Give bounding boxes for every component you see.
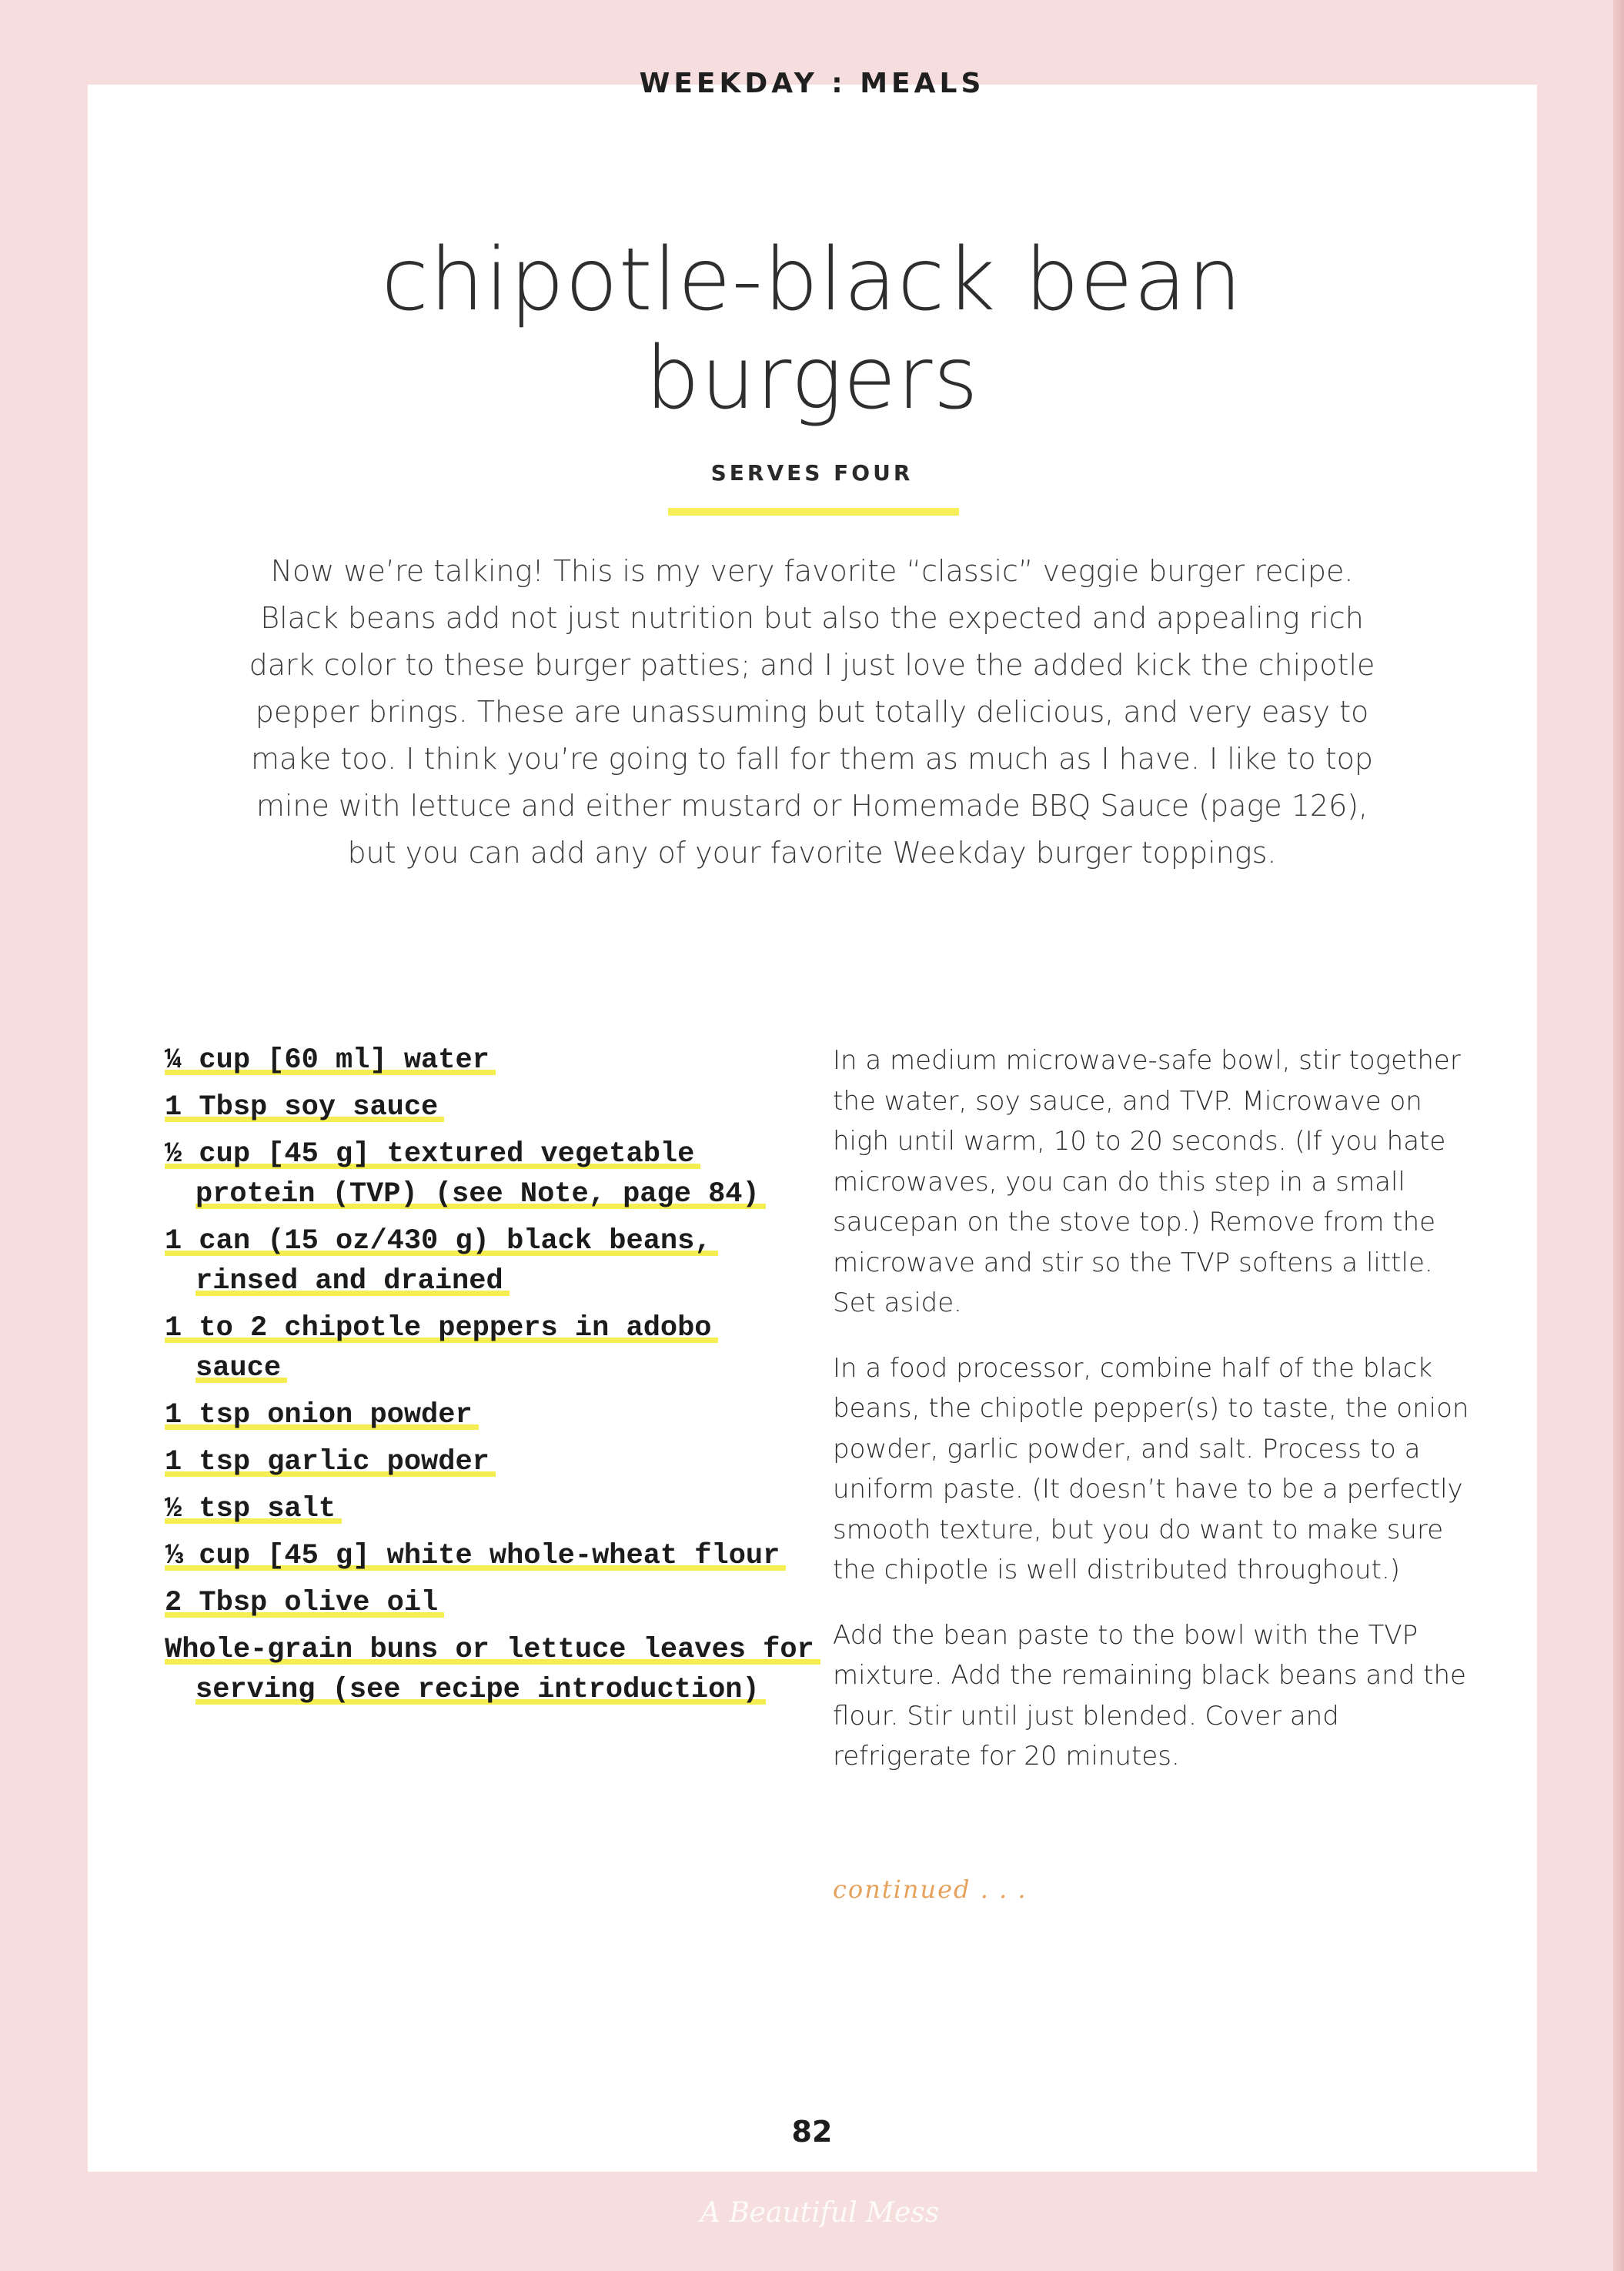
serves-underline (668, 508, 959, 516)
method-step: In a medium microwave-safe bowl, stir together the water, soy sauce, and TVP. Microwave on high until warm, 10 to 20 seconds. (If you hate microwaves, you can do this step in a small saucepan on the stove top.) Remove from the microwave and stir so the TVP softens a little. Set aside. (833, 1045, 1461, 1318)
ingredient-item (165, 1040, 819, 1080)
ingredient-text: 2 Tbsp olive oil (165, 1587, 444, 1619)
ingredient-text: 1 to 2 chipotle peppers in adobo sauce (165, 1312, 718, 1384)
book-logo-mark: A Beautiful Mess (700, 2197, 940, 2229)
page-number: 82 (791, 2115, 833, 2149)
ingredient-item (165, 1536, 819, 1576)
ingredient-item (165, 1134, 819, 1214)
ingredient-text: Whole-grain buns or lettuce leaves for serving (see recipe introduction) (165, 1634, 820, 1706)
running-head: WEEKDAY : MEALS (639, 68, 985, 99)
ingredient-text: ½ tsp salt (165, 1493, 342, 1525)
recipe-title-line-1: chipotle-black bean (381, 230, 1243, 330)
ingredient-text: 1 can (15 oz/430 g) black beans, rinsed and drained (165, 1225, 718, 1297)
ingredient-item (165, 1630, 819, 1710)
recipe-intro: Now we’re talking! This is my very favorite “classic” veggie burger recipe. Black beans add not just nutrition but also the expected and appealing rich dark color to these burger patties; and I just love the added kick the chipotle pepper brings. These are unassuming but totally delicious, and very easy to make too. I think you’re going to fall for them as much as I have. I like to top mine with lettuce and either mustard or Homemade BBQ Sauce (page 126), but you can add any of your favorite Weekday burger toppings. (249, 554, 1375, 870)
ingredient-list (165, 1040, 819, 1717)
ingredient-item (165, 1489, 819, 1529)
ingredient-text: ¼ cup [60 ml] water (165, 1044, 496, 1077)
ingredient-text: ½ cup [45 g] textured vegetable protein (TVP) (see Note, page 84) (165, 1138, 766, 1211)
recipe-title (0, 231, 1624, 428)
ingredient-item (165, 1583, 819, 1623)
method-steps (833, 1040, 1472, 1802)
recipe-title-line-2: burgers (645, 329, 979, 429)
method-step: Add the bean paste to the bowl with the TVP mixture. Add the remaining black beans and the flour. Stir until just blended. Cover and refrigerate for 20 minutes. (833, 1619, 1466, 1772)
ingredient-item (165, 1308, 819, 1388)
ingredient-text: 1 tsp onion powder (165, 1399, 479, 1431)
ingredient-text: 1 tsp garlic powder (165, 1446, 496, 1478)
ingredient-item (165, 1221, 819, 1301)
ingredient-text: 1 Tbsp soy sauce (165, 1091, 444, 1124)
ingredient-text: ⅓ cup [45 g] white whole-wheat flour (165, 1540, 786, 1572)
ingredient-item (165, 1395, 819, 1435)
continued-note: continued . . . (833, 1875, 1028, 1904)
ingredient-item (165, 1087, 819, 1127)
ingredient-item (165, 1442, 819, 1482)
method-step: In a food processor, combine half of the black beans, the chipotle pepper(s) to taste, the onion powder, garlic powder, and salt. Process to a uniform paste. (It doesn’t have to be a perfectly smooth texture, but you do want to make sure the chipotle is well distributed throughout.) (833, 1352, 1469, 1585)
serves-label: SERVES FOUR (710, 460, 914, 486)
